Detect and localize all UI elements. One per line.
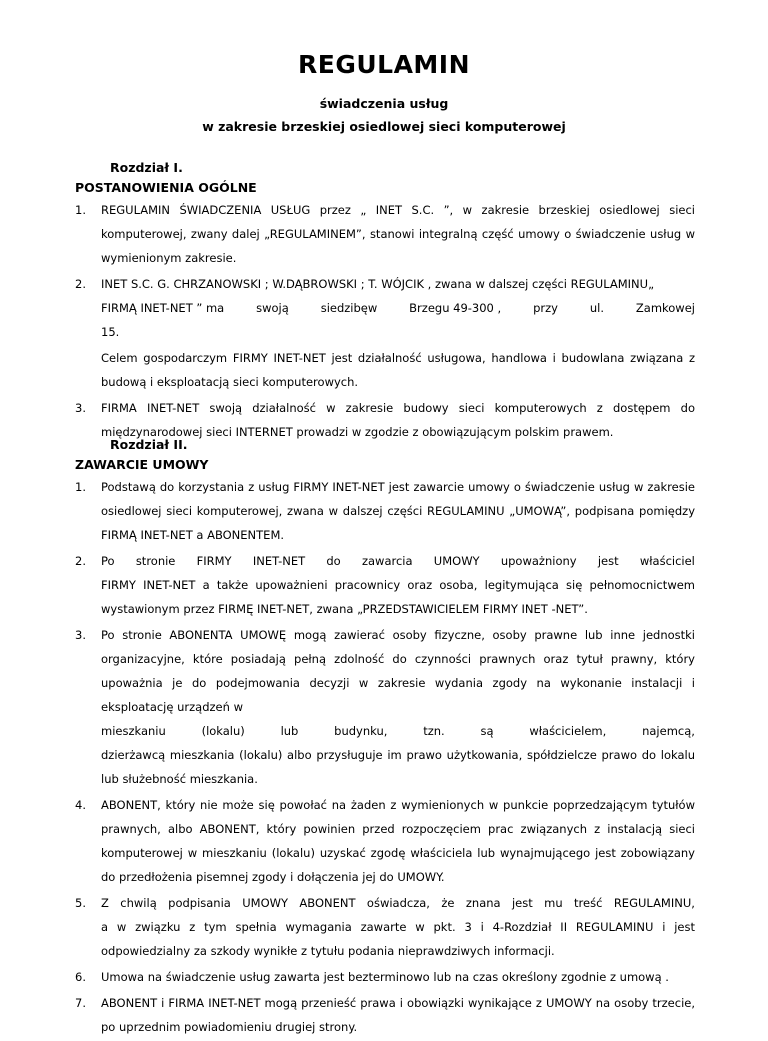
- item-text: REGULAMIN ŚWIADCZENIA USŁUG przez „ INET S.C. ”, w zakresie brzeskiej osiedlowej sieci komputerowej, zwany dalej „REGULAMINEM”, stanowi integralną część umowy o świadczenie usług w wymienionym zakresie.: [101, 203, 695, 265]
- word: oświadcza,: [366, 896, 430, 910]
- word: Zamkowej: [635, 301, 695, 315]
- list-item: [75, 891, 695, 963]
- word: INET-NET: [252, 554, 306, 568]
- word: upoważniony: [500, 554, 577, 568]
- word: REGULAMINU,: [613, 896, 695, 910]
- list-item: [75, 965, 695, 989]
- word: Po: [101, 554, 115, 568]
- item-number: 1.: [75, 203, 86, 217]
- item-text: Umowa na świadczenie usług zawarta jest bezterminowo lub na czas określony zgodnie z umową .: [101, 970, 669, 984]
- item-text: a w związku z tym spełnia wymagania zawarte w pkt. 3 i 4-Rozdział II REGULAMINU i jest odpowiedzialny za szkody wynikłe z tytułu podania nieprawdziwych informacji.: [101, 920, 695, 958]
- list-item: [75, 475, 695, 547]
- item-text: ABONENT i FIRMA INET-NET mogą przenieść prawa i obowiązki wynikające z UMOWY na osoby trzecie, po uprzednim powiadomieniu drugiej strony.: [101, 996, 695, 1034]
- word: tzn.: [423, 724, 445, 738]
- word: swoją: [256, 301, 289, 315]
- word: są: [480, 724, 494, 738]
- item-text: Podstawą do korzystania z usług FIRMY INET-NET jest zawarcie umowy o świadczenie usług w zakresie osiedlowej sieci komputerowej, zwana w dalszej części REGULAMINU „UMOWĄ”, podpisana pomiędzy FIRMĄ INET-NET a ABONENTEM.: [101, 480, 695, 542]
- word: ul.: [589, 301, 604, 315]
- chapter-2-heading: ZAWARCIE UMOWY: [75, 457, 209, 472]
- word: właścicielem,: [529, 724, 607, 738]
- item-text: Po stronie ABONENTA UMOWĘ mogą zawierać osoby fizyczne, osoby prawne lub inne jednostki organizacyjne, które posiadają pełną zdolność do czynności prawnych oraz tytuł prawny, który upoważnia je do podejmowania decyzji w zakresie wydania zgody na wykonanie instalacji i eksploatację urządzeń w: [101, 628, 695, 714]
- list-item: [75, 198, 695, 270]
- word: FIRMĄ INET-NET ” ma: [101, 301, 225, 315]
- word: siedzibęw: [320, 301, 378, 315]
- word: Z: [101, 896, 109, 910]
- document-title: REGULAMIN: [297, 50, 471, 79]
- word: budynku,: [334, 724, 388, 738]
- chapter-1-list: [75, 198, 695, 446]
- word: UMOWY: [242, 896, 289, 910]
- list-item: [75, 623, 695, 791]
- word: właściciel: [639, 554, 695, 568]
- item-number: 6.: [75, 970, 86, 984]
- item-number: 3.: [75, 628, 86, 642]
- item-number: 2.: [75, 554, 86, 568]
- item-number: 5.: [75, 896, 86, 910]
- list-item: [75, 549, 695, 621]
- chapter-1-label: Rozdział I.: [110, 160, 183, 175]
- item-text: FIRMA INET-NET swoją działalność w zakresie budowy sieci komputerowych z dostępem do międzynarodowej sieci INTERNET prowadzi w zgodzie z obowiązującym polskim prawem.: [101, 401, 695, 439]
- item-number: 7.: [75, 996, 86, 1010]
- word: lub: [280, 724, 299, 738]
- word: treść: [574, 896, 603, 910]
- word: mu: [544, 896, 563, 910]
- item-line: 15.: [101, 325, 120, 339]
- word: że: [441, 896, 455, 910]
- word: najemcą,: [642, 724, 695, 738]
- item-spread-line: [101, 549, 695, 573]
- word: jest: [597, 554, 619, 568]
- item-number: 2.: [75, 277, 86, 291]
- item-text: ABONENT, który nie może się powołać na żaden z wymienionych w punkcie poprzedzającym tytułów prawnych, albo ABONENT, który powinien przed rozpoczęciem prac związanych z instalacją sieci komputerowej w mieszkaniu (lokalu) uzyskać zgodę właściciela lub wynajmującego jest zobowiązany do przedłożenia pisemnej zgody i dołączenia jej do UMOWY.: [101, 798, 695, 884]
- word: chwilą: [120, 896, 157, 910]
- word: Brzegu 49-300 ,: [409, 301, 502, 315]
- item-spread-line: [101, 719, 695, 743]
- word: stronie: [135, 554, 176, 568]
- word: (lokalu): [201, 724, 245, 738]
- document-subtitle-line2: w zakresie brzeskiej osiedlowej sieci komputerowej: [202, 119, 566, 134]
- item-spread-line: [101, 296, 695, 320]
- chapter-1-heading: POSTANOWIENIA OGÓLNE: [75, 180, 257, 195]
- list-item: [75, 793, 695, 889]
- word: jest: [511, 896, 533, 910]
- word: FIRMY: [196, 554, 232, 568]
- word: podpisania: [168, 896, 231, 910]
- word: mieszkaniu: [101, 724, 166, 738]
- item-number: 3.: [75, 401, 86, 415]
- list-item: [75, 991, 695, 1039]
- word: zawarcia: [361, 554, 413, 568]
- item-paragraph: Celem gospodarczym FIRMY INET-NET jest działalność usługowa, handlowa i budowlana związana z budową i eksploatacją sieci komputerowych.: [101, 351, 695, 389]
- word: przy: [533, 301, 558, 315]
- item-number: 1.: [75, 480, 86, 494]
- word: do: [326, 554, 341, 568]
- word: UMOWY: [433, 554, 480, 568]
- word: ABONENT: [299, 896, 356, 910]
- word: znana: [465, 896, 501, 910]
- document-subtitle-line1: świadczenia usług: [319, 96, 449, 111]
- chapter-2-label: Rozdział II.: [110, 437, 188, 452]
- item-text: FIRMY INET-NET a także upoważnieni pracownicy oraz osoba, legitymująca się pełnomocnictwem wystawionym przez FIRMĘ INET-NET, zwana „PRZEDSTAWICIELEM FIRMY INET -NET”.: [101, 578, 695, 616]
- item-number: 4.: [75, 798, 86, 812]
- list-item: [75, 272, 695, 344]
- item-line: INET S.C. G. CHRZANOWSKI ; W.DĄBROWSKI ; T. WÓJCIK , zwana w dalszej części REGULAMINU„: [101, 277, 655, 291]
- item-text: dzierżawcą mieszkania (lokalu) albo przysługuje im prawo użytkowania, spółdzielcze prawo do lokalu lub służebność mieszkania.: [101, 748, 695, 786]
- item-spread-line: [101, 891, 695, 915]
- chapter-2-list: [75, 475, 695, 1041]
